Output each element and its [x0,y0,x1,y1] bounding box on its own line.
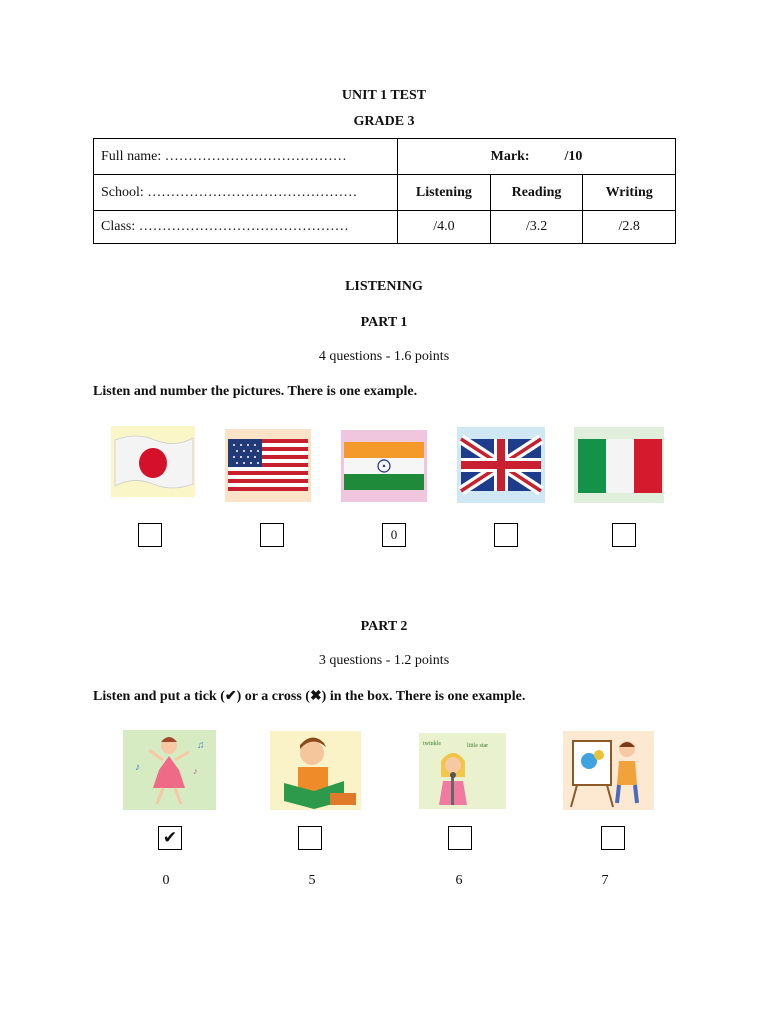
part1-answer-box-4[interactable] [494,523,518,547]
india-flag-icon [341,430,427,502]
girl-singing-icon [419,733,506,809]
question-number-5: 5 [308,873,316,888]
part2-instruction: Listen and put a tick (✔) or a cross (✖) in the box. There is one example. [93,689,526,704]
part1-answer-box-1[interactable] [138,523,162,547]
part1-answer-box-2[interactable] [260,523,284,547]
italy-flag-icon [574,427,664,503]
listening-header: Listening [398,175,491,211]
svg-text:♫: ♫ [197,740,205,751]
mark-label: Mark: [490,148,530,164]
svg-text:♪: ♪ [135,762,140,773]
writing-score: /2.8 [583,211,676,244]
girl-painting-icon [563,731,654,810]
full-name-field[interactable]: Full name: ………………………………… [94,139,398,175]
uk-flag-icon [457,427,545,503]
part2-answer-box-7[interactable] [601,826,625,850]
writing-header: Writing [583,175,676,211]
school-field[interactable]: School: ……………………………………… [94,175,398,211]
question-number-0: 0 [162,873,170,888]
class-field[interactable]: Class: ……………………………………… [94,211,398,244]
usa-flag-icon [225,429,311,502]
mark-total: /10 [564,148,583,164]
part1-instruction: Listen and number the pictures. There is one example. [93,384,418,399]
question-number-7: 7 [601,873,609,888]
part2-answer-box-example[interactable]: ✔ [158,826,182,850]
part2-answer-box-5[interactable] [298,826,322,850]
svg-text:little star: little star [467,743,489,749]
mark-cell [398,139,676,175]
svg-text:twinkle: twinkle [423,741,441,747]
boy-reading-icon [270,731,361,810]
part2-points: 3 questions - 1.2 points [318,653,450,668]
reading-score: /3.2 [490,211,583,244]
part1-points: 4 questions - 1.6 points [318,349,450,364]
part1-answer-box-3[interactable]: 0 [382,523,406,547]
listening-section-title: LISTENING [345,279,423,294]
grade-title: GRADE 3 [353,114,415,129]
svg-text:♪: ♪ [193,766,198,776]
reading-header: Reading [490,175,583,211]
listening-score: /4.0 [398,211,491,244]
japan-flag-icon [111,426,195,497]
test-title: UNIT 1 TEST [341,88,427,103]
part2-title: PART 2 [360,619,408,634]
girl-dancing-icon [123,730,216,810]
student-info-table [93,138,676,244]
question-number-6: 6 [455,873,463,888]
part2-answer-box-6[interactable] [448,826,472,850]
part1-answer-box-5[interactable] [612,523,636,547]
part1-title: PART 1 [360,315,408,330]
